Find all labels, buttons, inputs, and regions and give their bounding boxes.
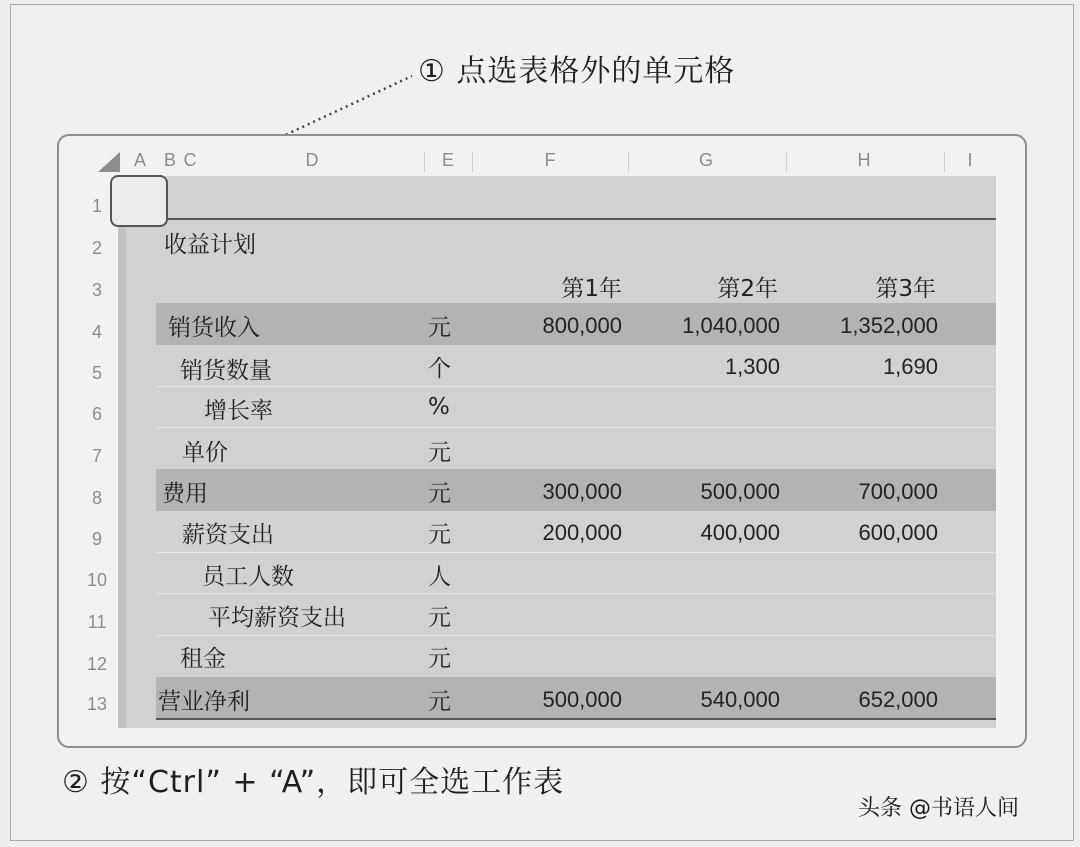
value-cell[interactable]: 1,690 — [882, 354, 938, 379]
row-header[interactable]: 5 — [91, 363, 102, 383]
col-header-G[interactable]: G — [698, 150, 714, 170]
col-header-C[interactable]: C — [183, 150, 197, 170]
row-header[interactable]: 8 — [91, 488, 102, 508]
row-header[interactable]: 2 — [91, 238, 102, 258]
row-label-salary[interactable]: 薪资支出 — [182, 522, 274, 548]
year-header-1[interactable]: 第1年 — [561, 276, 622, 302]
row-header[interactable]: 4 — [91, 322, 102, 342]
col-header-I[interactable]: I — [967, 150, 973, 170]
col-header-H[interactable]: H — [857, 150, 871, 170]
col-divider — [786, 152, 787, 172]
row-unit[interactable]: 元 — [428, 646, 451, 672]
value-cell[interactable]: 200,000 — [542, 520, 622, 545]
value-cell[interactable]: 800,000 — [542, 313, 622, 338]
row-label-net-income[interactable]: 营业净利 — [158, 689, 250, 715]
row-unit[interactable]: 元 — [428, 315, 451, 341]
col-header-F[interactable]: F — [544, 150, 556, 170]
grid-line — [156, 635, 996, 636]
value-cell[interactable]: 300,000 — [542, 479, 622, 504]
row-label-headcount[interactable]: 员工人数 — [202, 564, 294, 590]
value-cell[interactable]: 600,000 — [858, 520, 938, 545]
step1-caption: ① 点选表格外的单元格 — [418, 54, 736, 89]
row-label-rent[interactable]: 租金 — [180, 646, 226, 672]
row-header[interactable]: 1 — [91, 196, 102, 216]
row-header[interactable]: 11 — [87, 612, 107, 632]
row-label-avg-salary[interactable]: 平均薪资支出 — [208, 605, 346, 631]
row-unit[interactable]: 个 — [428, 356, 451, 382]
title-underline — [156, 218, 996, 220]
row-unit[interactable]: 人 — [428, 564, 451, 590]
row-unit[interactable]: 元 — [428, 605, 451, 631]
row-label-sales-volume[interactable]: 销货数量 — [180, 358, 272, 384]
col-divider — [472, 152, 473, 172]
col-header-B[interactable]: B — [163, 150, 177, 170]
row-label-revenue[interactable]: 销货收入 — [168, 315, 260, 341]
row-header[interactable]: 6 — [91, 404, 102, 424]
row-header[interactable]: 9 — [91, 529, 102, 549]
row-header[interactable]: 3 — [91, 280, 102, 300]
row-unit[interactable]: 元 — [428, 689, 451, 715]
value-cell[interactable]: 500,000 — [542, 687, 622, 712]
col-divider — [424, 152, 425, 172]
row-header[interactable]: 7 — [91, 446, 102, 466]
value-cell[interactable]: 500,000 — [700, 479, 780, 504]
value-cell[interactable]: 652,000 — [858, 687, 938, 712]
selected-cell-A1[interactable] — [110, 175, 168, 227]
selected-column-strip — [118, 176, 126, 728]
step2-caption: ② 按“Ctrl” + “A”，即可全选工作表 — [62, 765, 565, 800]
table-bottom-line — [156, 718, 996, 720]
col-divider — [628, 152, 629, 172]
row-unit[interactable]: 元 — [428, 440, 451, 466]
row-header[interactable]: 10 — [86, 570, 108, 590]
value-cell[interactable]: 1,040,000 — [682, 313, 780, 338]
row-unit[interactable]: 元 — [428, 481, 451, 507]
selected-sheet-area[interactable] — [126, 176, 996, 728]
col-divider — [944, 152, 945, 172]
grid-line — [156, 427, 996, 428]
col-header-E[interactable]: E — [441, 150, 455, 170]
sheet-title[interactable]: 收益计划 — [164, 232, 256, 258]
value-cell[interactable]: 400,000 — [700, 520, 780, 545]
row-header[interactable]: 12 — [86, 654, 108, 674]
value-cell[interactable]: 1,300 — [724, 354, 780, 379]
col-header-A[interactable]: A — [133, 150, 147, 170]
grid-line — [156, 552, 996, 553]
row-label-expenses[interactable]: 费用 — [162, 481, 208, 507]
year-header-2[interactable]: 第2年 — [717, 276, 778, 302]
row-label-unit-price[interactable]: 单价 — [182, 440, 228, 466]
row-unit[interactable]: % — [428, 394, 450, 420]
value-cell[interactable]: 1,352,000 — [840, 313, 938, 338]
value-cell[interactable]: 540,000 — [700, 687, 780, 712]
col-header-D[interactable]: D — [305, 150, 319, 170]
grid-line — [156, 593, 996, 594]
row-header[interactable]: 13 — [86, 694, 108, 714]
select-all-corner[interactable] — [98, 152, 120, 172]
year-header-3[interactable]: 第3年 — [875, 276, 936, 302]
grid-line — [156, 386, 996, 387]
value-cell[interactable]: 700,000 — [858, 479, 938, 504]
row-label-growth-rate[interactable]: 增长率 — [204, 398, 273, 424]
watermark: 头条 @书语人间 — [858, 796, 1019, 821]
row-unit[interactable]: 元 — [428, 522, 451, 548]
